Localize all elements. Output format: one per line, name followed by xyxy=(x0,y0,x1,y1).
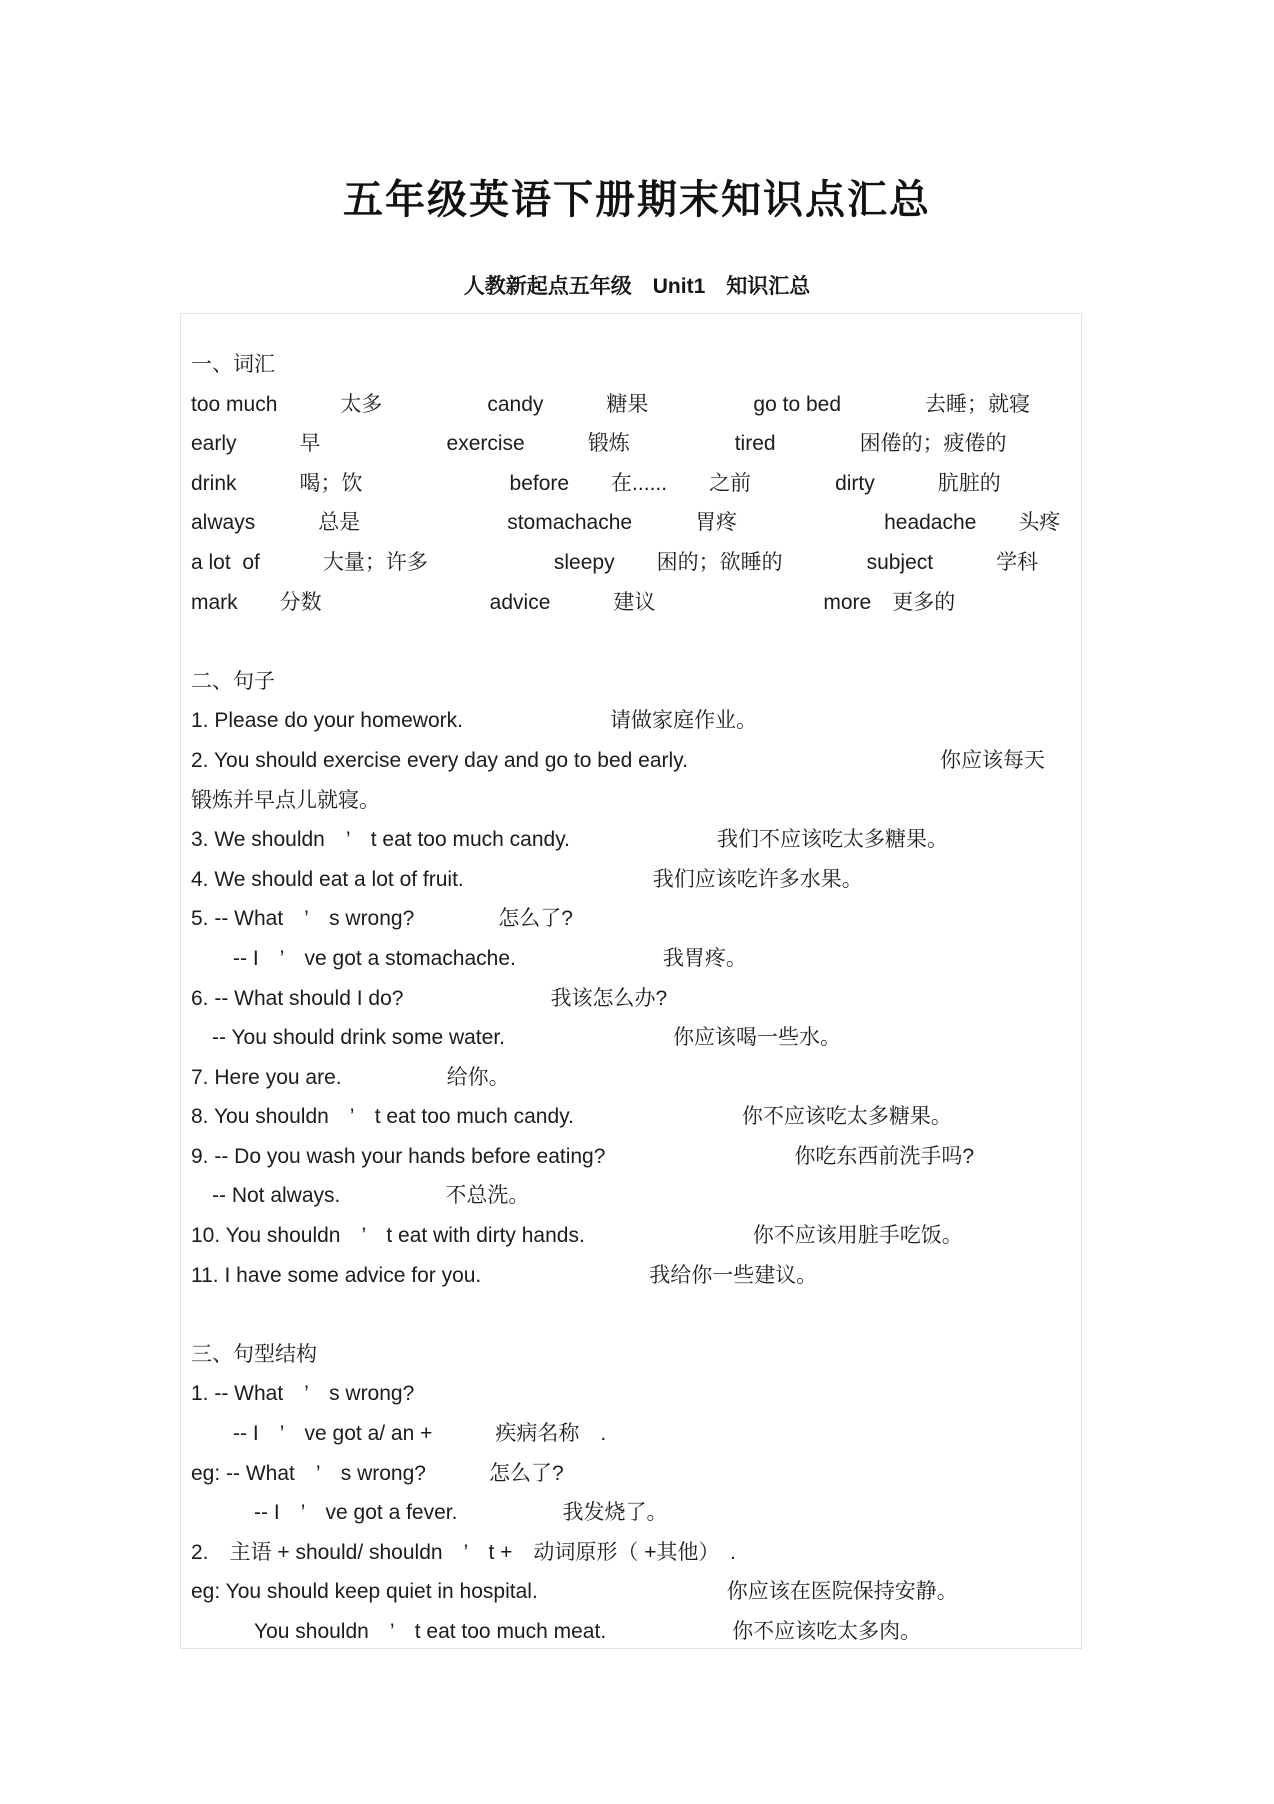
text-line: -- Not always. 不总洗。 xyxy=(191,1184,530,1208)
text-line: 二、句子 xyxy=(191,669,275,693)
text-line: early 早 exercise 锻炼 tired 困倦的；疲倦的 xyxy=(191,432,1007,456)
text-line: -- I ’ ve got a stomachache. 我胃疼。 xyxy=(191,946,747,970)
text-line: 7. Here you are. 给你。 xyxy=(191,1065,510,1089)
text-line: 11. I have some advice for you. 我给你一些建议。 xyxy=(191,1263,818,1287)
text-line: mark 分数 advice 建议 more 更多的 xyxy=(191,590,956,614)
content-lines xyxy=(191,345,1073,1649)
text-line: 1. Please do your homework. 请做家庭作业。 xyxy=(191,709,757,733)
text-line: 4. We should eat a lot of fruit. 我们应该吃许多水果。 xyxy=(191,867,863,891)
text-line: 6. -- What should I do? 我该怎么办? xyxy=(191,986,668,1010)
text-line: a lot of 大量；许多 sleepy 困的；欲睡的 subject 学科 xyxy=(191,550,1039,574)
text-line: eg: -- What ’ s wrong? 怎么了? xyxy=(191,1461,564,1485)
text-line: eg: You should keep quiet in hospital. 你应该在医院保持安静。 xyxy=(191,1580,958,1604)
text-line: -- I ’ ve got a fever. 我发烧了。 xyxy=(191,1501,668,1525)
text-line: 8. You shouldn ’ t eat too much candy. 你不应该吃太多糖果。 xyxy=(191,1105,952,1129)
text-line: 三、句型结构 xyxy=(191,1342,317,1366)
text-line xyxy=(191,622,1073,662)
text-line: -- I ’ ve got a/ an + 疾病名称 . xyxy=(191,1422,607,1446)
text-line: 一、词汇 xyxy=(191,353,275,376)
text-line: drink 喝；饮 before 在...... 之前 dirty 肮脏的 xyxy=(191,471,1001,495)
text-line: You shouldn ’ t eat too much meat. 你不应该吃太多肉。 xyxy=(191,1620,922,1643)
text-line: 3. We shouldn ’ t eat too much candy. 我们不应该吃太多糖果。 xyxy=(191,828,948,852)
text-line: 2. 主语 + should/ shouldn ’ t + 动词原形（ +其他） . xyxy=(191,1540,736,1564)
text-line xyxy=(191,1295,1073,1335)
text-line: 9. -- Do you wash your hands before eating? 你吃东西前洗手吗? xyxy=(191,1144,975,1168)
text-line: 锻炼并早点儿就寝。 xyxy=(191,788,380,812)
text-line: too much 太多 candy 糖果 go to bed 去睡；就寝 xyxy=(191,392,1030,416)
text-line: always 总是 stomachache 胃疼 headache 头疼 xyxy=(191,511,1061,535)
text-line: 1. -- What ’ s wrong? xyxy=(191,1382,415,1406)
text-line: 5. -- What ’ s wrong? 怎么了? xyxy=(191,907,573,931)
content-box xyxy=(180,313,1082,1649)
text-line: 2. You should exercise every day and go to bed early. 你应该每天 xyxy=(191,748,1045,772)
page-subtitle: 人教新起点五年级 Unit1 知识汇总 xyxy=(463,275,811,298)
page-title: 五年级英语下册期末知识点汇总 xyxy=(343,178,931,222)
text-line: 10. You shouldn ’ t eat with dirty hands. 你不应该用脏手吃饭。 xyxy=(191,1224,963,1248)
text-line: -- You should drink some water. 你应该喝一些水。 xyxy=(191,1026,841,1050)
